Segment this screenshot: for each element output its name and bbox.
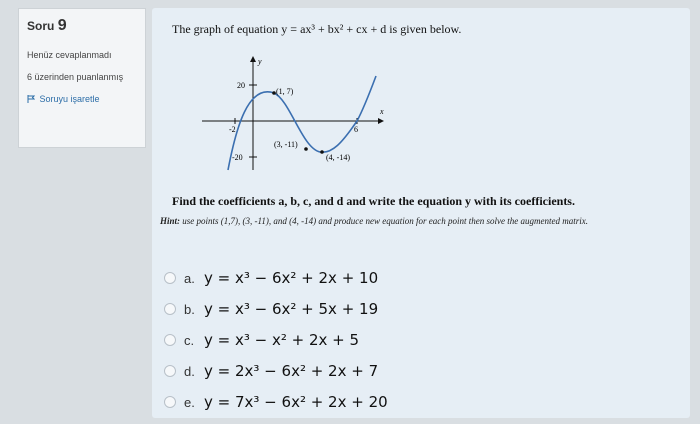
- y-axis-label: y: [258, 57, 262, 66]
- option-equation: y = x³ − 6x² + 2x + 10: [204, 269, 379, 287]
- option-letter: c.: [184, 332, 195, 348]
- flag-question-label: Soruyu işaretle: [39, 94, 100, 104]
- question-content: [152, 8, 690, 418]
- option-d[interactable]: [152, 356, 690, 386]
- y-tick-label-neg: -20: [232, 153, 243, 162]
- radio-button[interactable]: [164, 334, 176, 346]
- y-axis-arrow: [250, 56, 256, 62]
- question-number: 9: [57, 17, 67, 34]
- point-label-2: (3, -11): [274, 140, 298, 149]
- x-tick-label-neg: -2: [229, 125, 236, 134]
- cubic-graph: [192, 48, 422, 178]
- instruction-text: Find the coefficients a, b, c, and d and write the equation y with its coefficients.: [172, 194, 575, 208]
- point-label-3: (4, -14): [326, 153, 350, 162]
- flag-icon: [27, 95, 35, 103]
- x-tick-label-pos: 6: [354, 125, 358, 134]
- option-a[interactable]: [152, 263, 690, 293]
- option-e[interactable]: [152, 387, 690, 417]
- question-info-panel: [18, 8, 146, 148]
- hint-text: [160, 216, 665, 227]
- point-label-1: (1, 7): [276, 87, 294, 96]
- y-tick-label-pos: 20: [237, 81, 245, 90]
- radio-button[interactable]: [164, 365, 176, 377]
- hint-label: Hint:: [160, 216, 181, 226]
- x-axis-arrow: [378, 118, 384, 124]
- option-equation: y = x³ − 6x² + 5x + 19: [204, 300, 379, 318]
- option-letter: d.: [184, 363, 195, 379]
- option-equation: y = x³ − x² + 2x + 5: [204, 331, 360, 349]
- answer-status: Henüz cevaplanmadı: [27, 50, 112, 60]
- x-axis-label: x: [380, 107, 384, 116]
- radio-button[interactable]: [164, 396, 176, 408]
- option-equation: y = 7x³ − 6x² + 2x + 20: [204, 393, 388, 411]
- option-c[interactable]: [152, 325, 690, 355]
- option-equation: y = 2x³ − 6x² + 2x + 7: [204, 362, 379, 380]
- question-prompt: The graph of equation y = ax³ + bx² + cx + d is given below.: [172, 22, 462, 36]
- question-label: Soru: [27, 19, 55, 33]
- point-4-neg14: [320, 150, 324, 154]
- option-letter: b.: [184, 301, 195, 317]
- option-letter: e.: [184, 394, 195, 410]
- radio-button[interactable]: [164, 272, 176, 284]
- hint-body: use points (1,7), (3, -11), and (4, -14) and produce new equation for each point then solve the augmented matrix.: [182, 216, 588, 226]
- point-3-neg11: [304, 147, 308, 151]
- radio-button[interactable]: [164, 303, 176, 315]
- score-info: 6 üzerinden puanlanmış: [27, 72, 124, 82]
- question-title: [27, 17, 137, 35]
- option-letter: a.: [184, 270, 195, 286]
- option-b[interactable]: [152, 294, 690, 324]
- cubic-curve: [228, 76, 376, 170]
- flag-question-link[interactable]: [27, 93, 137, 105]
